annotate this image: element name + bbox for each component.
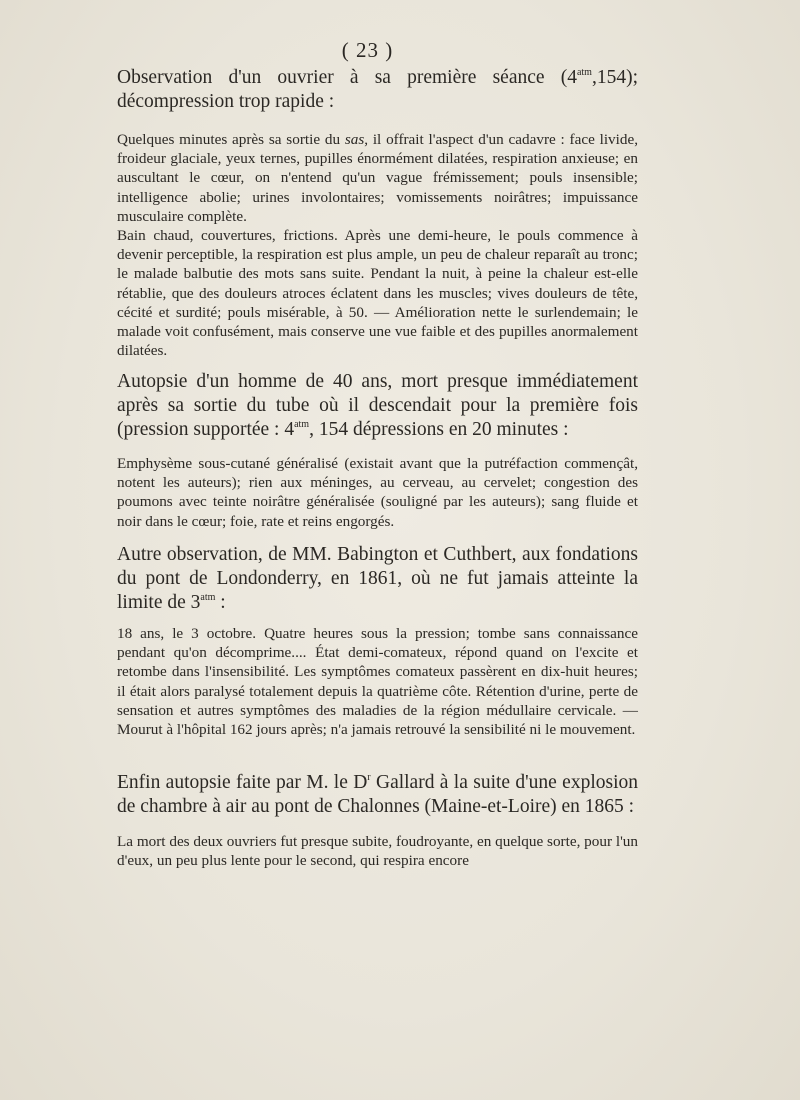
heading-sup: atm (200, 592, 216, 603)
heading-sup: r (367, 772, 371, 783)
paragraph: Emphysème sous-cutané généralisé (existait avant que la putréfaction commençât, notent les auteurs); rien aux méninges, au cerveau, au cervelet; congestion des poumons avec teinte noirâtre généralisée (souligné par les auteurs); sang fluide et noir dans le cœur; foie, rate et reins engorgés. (117, 455, 638, 530)
paragraph-italic: sas (344, 131, 365, 148)
section-heading-autre-observation (117, 543, 638, 615)
paragraph-text: , il offrait l'aspect d'un cadavre : face livide, froideur glaciale, yeux ternes, pupilles énormément dilatées, respiration anxieuse; en auscultant le cœur, on n'entend qu'un vague frémissement; pouls insensible; intelligence abolie; urines involontaires; vomissements noirâtres; impuissance musculaire complète. (117, 131, 639, 225)
heading-sup: atm (294, 419, 310, 430)
heading-text: Autopsie d'un homme de 40 ans, mort presque immédiatement après sa sortie du tube où il descendait pour la première fois (pression supportée : 4 (117, 371, 638, 440)
section-heading-observation (117, 66, 638, 114)
heading-text: Autre observation, de MM. Babington et Cuthbert, aux fondations du pont de Londonderry, en 1861, où ne fut jamais atteinte la limite de 3 (117, 544, 638, 613)
heading-sup: atm (576, 67, 592, 78)
section-body-enfin-autopsie (117, 832, 638, 870)
paragraph-text: Quelques minutes après sa sortie du (117, 131, 345, 148)
heading-text: ,154); décompression trop rapide : (117, 67, 638, 112)
paragraph (117, 130, 638, 226)
page-number: ( 23 ) (341, 38, 394, 62)
section-body-observation (117, 130, 638, 360)
heading-text: , 154 dépressions en 20 minutes : (309, 419, 569, 440)
paragraph: 18 ans, le 3 octobre. Quatre heures sous la pression; tombe sans connaissance pendant qu'on décomprime.... État demi-comateux, répond quand on l'excite et retombe dans l'insensibilité. Les symptômes comateux passèrent en dix-huit heures; il était alors paralysé totalement depuis la quatrième côte. Rétention d'urine, perte de sensation et autres symptômes des maladies de la région médullaire cervicale. — Mourut à l'hôpital 162 jours après; n'a jamais retrouvé la sensibilité ni le mouvement. (117, 625, 638, 739)
paragraph: Bain chaud, couvertures, frictions. Après une demi-heure, le pouls commence à devenir perceptible, la respiration est plus ample, un peu de chaleur reparaît au tronc; le malade balbutie des mots sans suite. Pendant la nuit, à peine la chaleur est-elle rétablie, que des douleurs atroces éclatent dans les muscles; vives douleurs de tête, cécité et surdité; pouls misérable, à 50. — Amélioration nette le surlendemain; le malade voit confusément, mais conserve une vue faible et des pupilles anormalement dilatées. (117, 227, 638, 360)
section-heading-autopsie (117, 370, 638, 442)
section-heading-enfin-autopsie (117, 771, 638, 819)
heading-text: Observation d'un ouvrier à sa première séance (4 (117, 67, 577, 88)
section-body-autre-observation (117, 624, 638, 739)
heading-text: Gallard à la suite d'une explosion de chambre à air au pont de Chalonnes (Maine-et-Loire) en 1865 : (117, 772, 638, 817)
section-body-autopsie (117, 454, 638, 531)
heading-text: Enfin autopsie faite par M. le D (117, 772, 368, 793)
heading-text: : (215, 592, 226, 613)
paragraph: La mort des deux ouvriers fut presque subite, foudroyante, en quelque sorte, pour l'un d'eux, un peu plus lente pour le second, qui respira encore (117, 833, 638, 870)
